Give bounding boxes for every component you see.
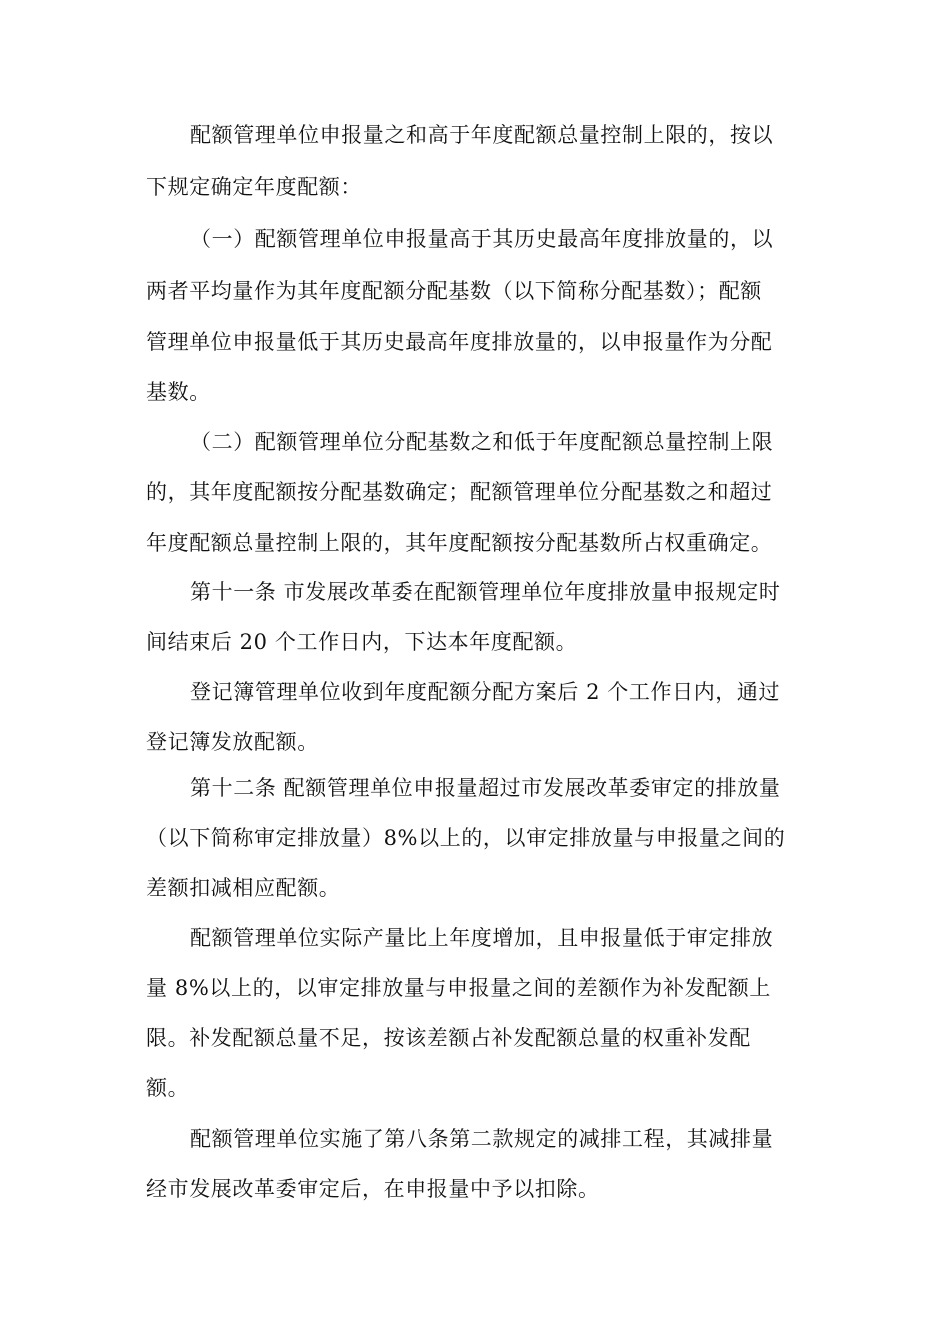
paragraph-2-line-2: 年度配额总量控制上限的，其年度配额按分配基数所占权重确定。: [146, 531, 773, 555]
paragraph-0-line-0: 配额管理单位申报量之和高于年度配额总量控制上限的，按以: [190, 123, 774, 147]
paragraph-6-line-2: 限。补发配额总量不足，按该差额占补发配额总量的权重补发配: [146, 1026, 751, 1050]
paragraph-0-line-1: 下规定确定年度配额：: [146, 175, 362, 199]
paragraph-7-line-1: 经市发展改革委审定后，在申报量中予以扣除。: [146, 1177, 600, 1201]
paragraph-6-line-0: 配额管理单位实际产量比上年度增加，且申报量低于审定排放: [190, 926, 774, 950]
paragraph-2-line-0: （二）配额管理单位分配基数之和低于年度配额总量控制上限: [190, 430, 774, 454]
paragraph-5-line-2: 差额扣减相应配额。: [146, 876, 341, 900]
paragraph-1-line-1: 两者平均量作为其年度配额分配基数（以下简称分配基数）；配额: [146, 279, 762, 303]
paragraph-1-line-2: 管理单位申报量低于其历史最高年度排放量的，以申报量作为分配: [146, 330, 773, 354]
paragraph-2-line-1: 的，其年度配额按分配基数确定；配额管理单位分配基数之和超过: [146, 480, 773, 504]
paragraph-1-line-0: （一）配额管理单位申报量高于其历史最高年度排放量的，以: [190, 227, 774, 251]
paragraph-7-line-0: 配额管理单位实施了第八条第二款规定的减排工程，其减排量: [190, 1127, 774, 1151]
paragraph-6-line-1: 量 8%以上的，以审定排放量与申报量之间的差额作为补发配额上: [146, 976, 771, 1000]
paragraph-1-line-3: 基数。: [146, 380, 211, 404]
paragraph-5-line-1: （以下简称审定排放量）8%以上的，以审定排放量与申报量之间的: [146, 826, 786, 850]
paragraph-5-line-0: 第十二条 配额管理单位申报量超过市发展改革委审定的排放量: [190, 776, 781, 800]
paragraph-3-line-0: 第十一条 市发展改革委在配额管理单位年度排放量申报规定时: [190, 580, 781, 604]
paragraph-4-line-1: 登记簿发放配额。: [146, 730, 319, 754]
paragraph-6-line-3: 额。: [146, 1076, 190, 1100]
paragraph-3-line-1: 间结束后 20 个工作日内，下达本年度配额。: [146, 630, 578, 654]
paragraph-4-line-0: 登记簿管理单位收到年度配额分配方案后 2 个工作日内，通过: [190, 680, 781, 704]
